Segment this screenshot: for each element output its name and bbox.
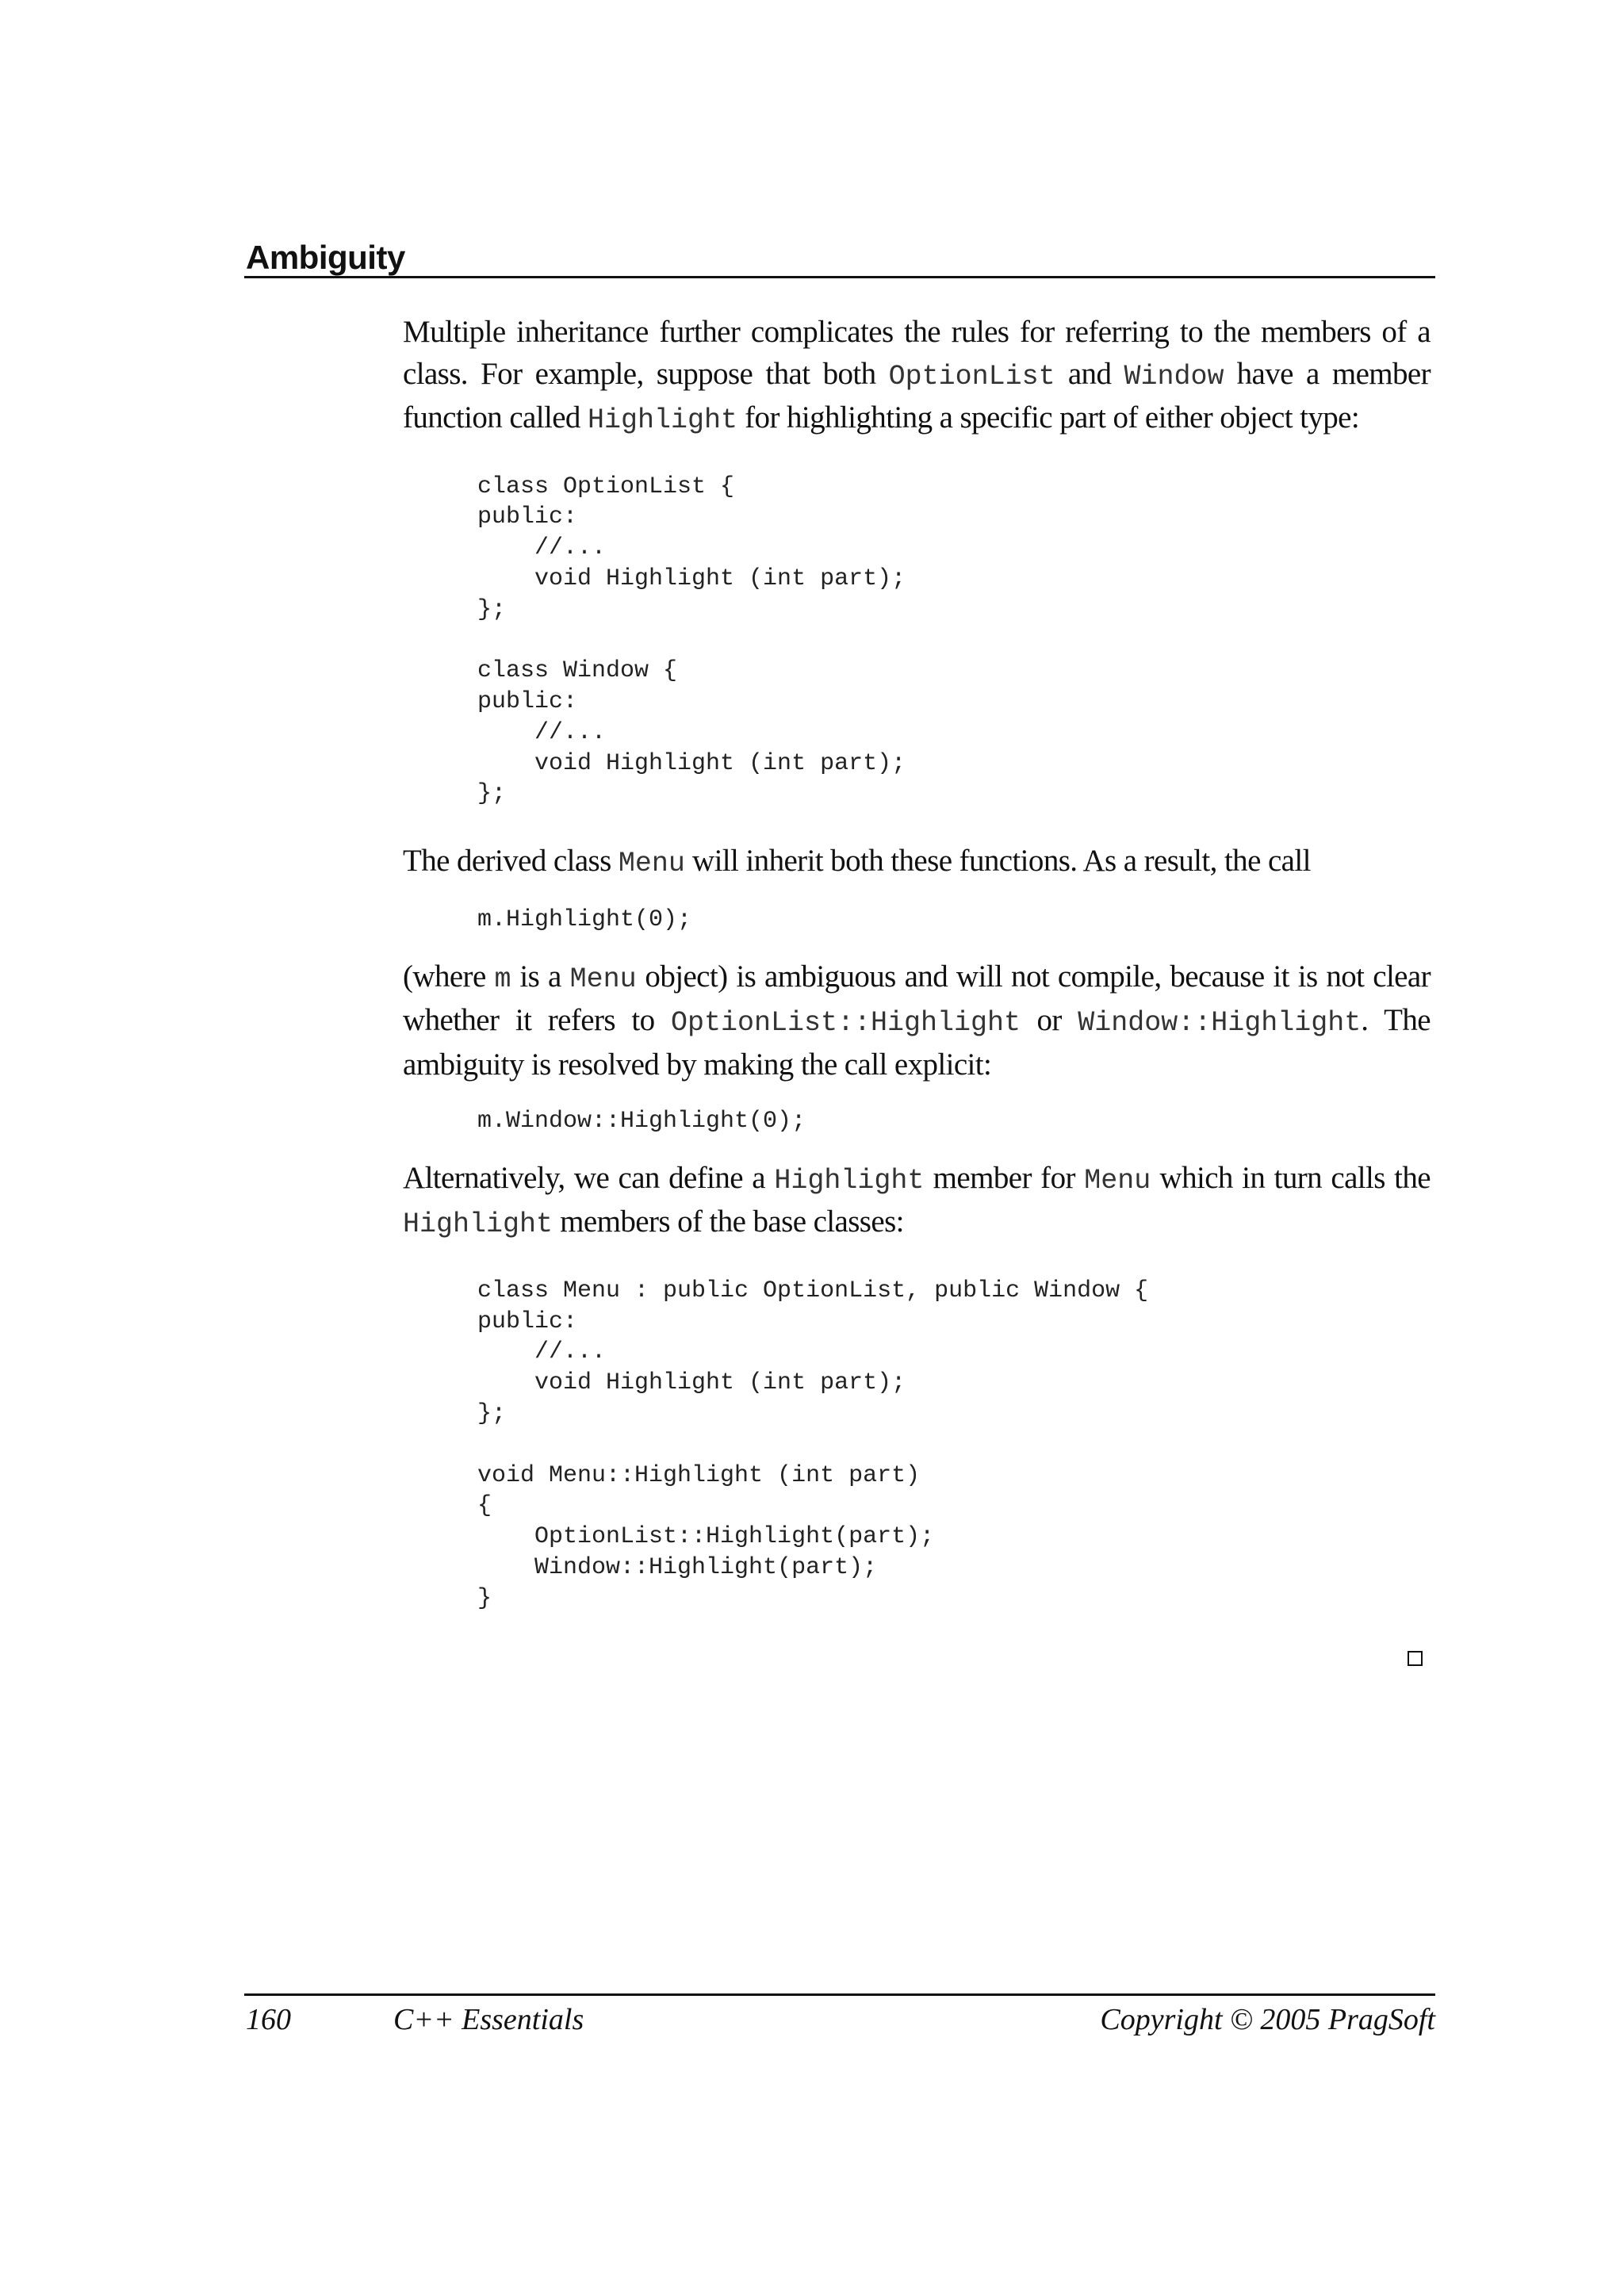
inline-code: Window [1124,360,1224,393]
paragraph-text: The derived class [403,844,619,879]
paragraph-text: and [1055,356,1124,391]
inline-code: Highlight [774,1164,925,1197]
code-block-menu-class: class Menu : public OptionList, public Window { public: //... void Highlight (int part); }; void Menu::Highlight (int part) { OptionList::Highlight(part); Window::Highlight(part); } [477,1277,1149,1612]
paragraph-text: members of the base classes: [553,1204,904,1239]
paragraph-text: Alternatively, we can define a [403,1160,775,1195]
inline-code: OptionList::Highlight [670,1007,1021,1040]
paragraph-text: for highlighting a specific part of either object type: [737,400,1360,435]
footer-page-number: 160 [246,2003,291,2036]
paragraph-alternative [403,1158,1431,1246]
page-footer [244,2000,1435,2039]
section-title: Ambiguity [246,239,405,276]
inline-code: OptionList [888,360,1055,393]
footer-copyright: Copyright © 2005 PragSoft [1100,2003,1435,2036]
paragraph-text: . The ambiguity is resolved by making the call explicit: [403,1003,1431,1082]
inline-code: Menu [618,848,685,880]
section-heading [244,228,1435,278]
main-content [403,312,1431,1614]
paragraph-text: member for [924,1160,1085,1195]
inline-code: Menu [569,963,637,995]
footer-book-title: C++ Essentials [393,2003,584,2036]
paragraph-ambiguity [403,956,1431,1086]
end-of-section-square-icon [1408,1651,1423,1666]
paragraph-text: is a [511,959,570,994]
paragraph-intro [403,312,1431,442]
paragraph-text: which in turn calls the [1151,1160,1431,1195]
inline-code: Window::Highlight [1078,1007,1362,1040]
code-block-explicit-call: m.Window::Highlight(0); [477,1108,806,1136]
paragraph-text: will inherit both these functions. As a result, the call [684,844,1311,879]
code-block-class-definitions: class OptionList { public: //... void Highlight (int part); }; class Window { public: //... void Highlight (int part); }; [477,473,906,808]
paragraph-derived-class [403,841,1431,885]
paragraph-text: or [1021,1003,1078,1038]
code-block-ambiguous-call: m.Highlight(0); [477,906,692,933]
paragraph-text: Multiple inheritance further complicates the rules for referring to the members of a class. For example, suppose that both [403,315,1431,391]
inline-code: Highlight [587,404,738,436]
paragraph-text: object) is ambiguous and will not compile, because it is not clear whether it refers to [403,959,1431,1038]
inline-code: Highlight [403,1208,553,1241]
paragraph-text: have a member function called [403,356,1431,435]
footer-rule [244,1993,1435,1996]
inline-code: m [494,963,511,995]
paragraph-text: (where [403,959,495,994]
inline-code: Menu [1084,1164,1151,1197]
